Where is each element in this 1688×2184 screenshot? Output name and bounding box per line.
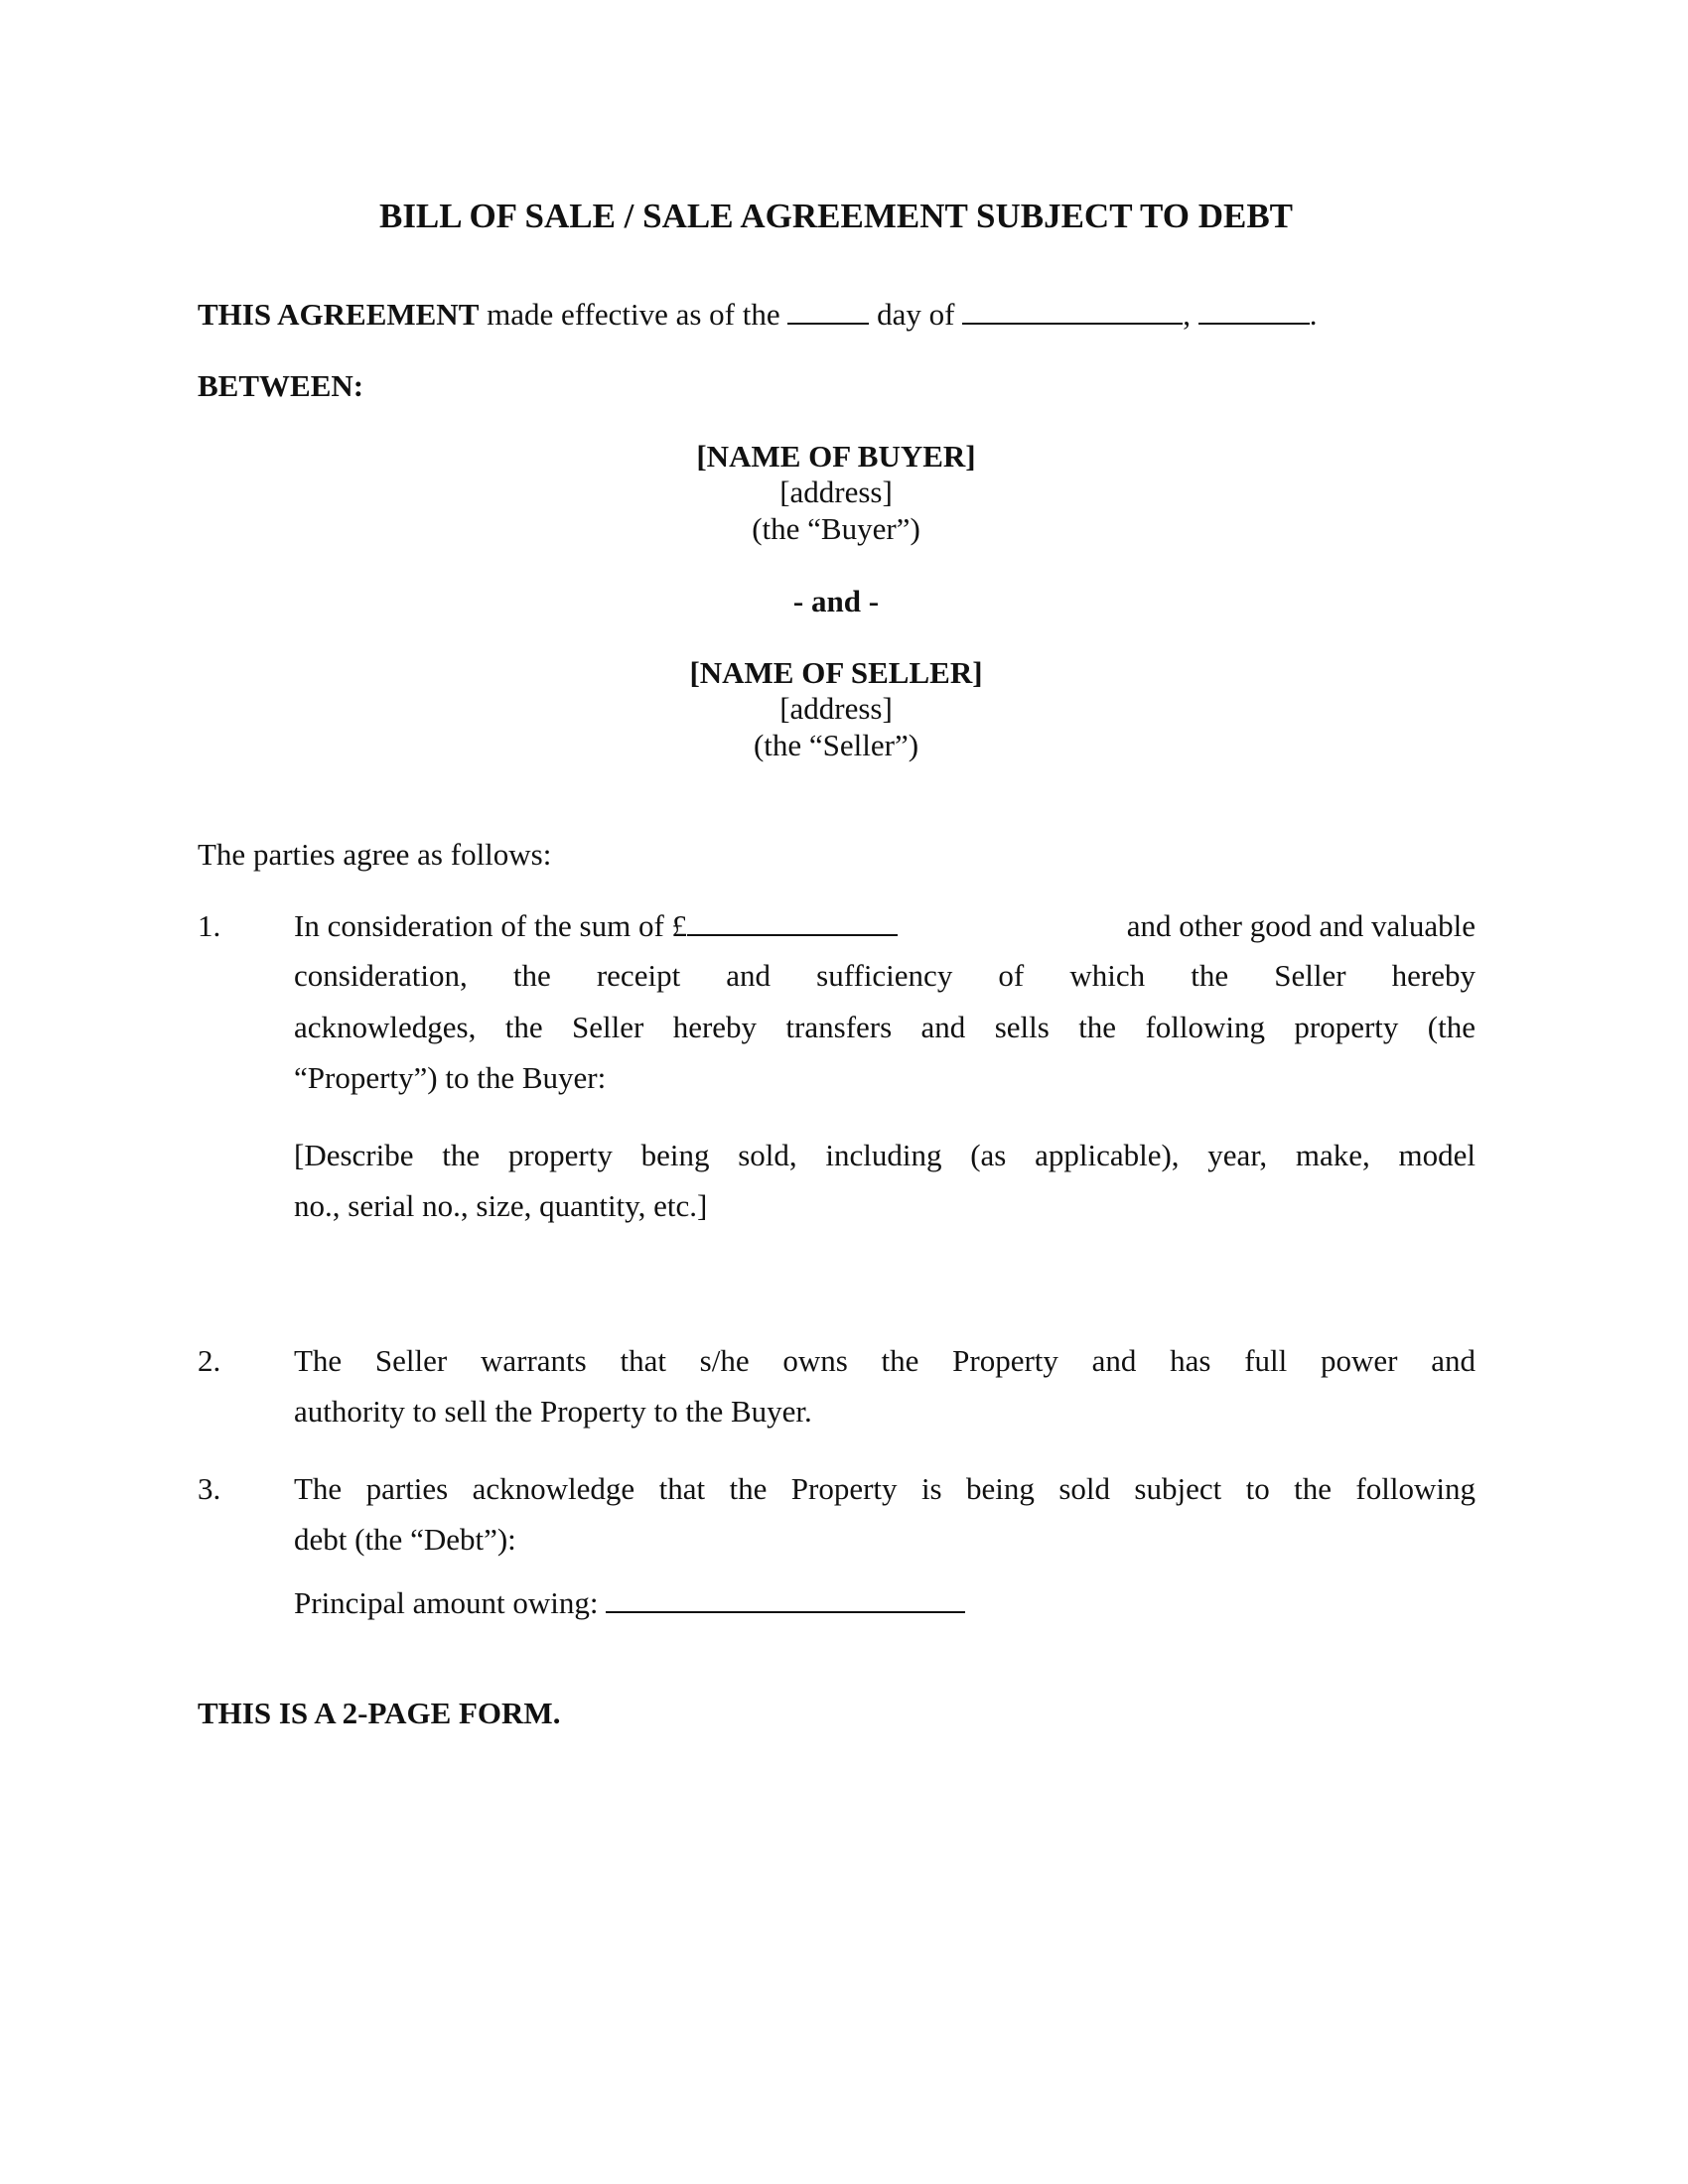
intro-text: , (1183, 297, 1198, 332)
sum-blank[interactable] (687, 906, 898, 936)
clause-number: 1. (198, 908, 221, 943)
intro-text: . (1309, 297, 1318, 332)
seller-address: [address] (779, 691, 893, 726)
clause-line: authority to sell the Property to the Buyer. (294, 1394, 812, 1429)
clause-line: acknowledges, the Seller hereby transfers and sells the following property (the (294, 1010, 1476, 1044)
clause-text: In consideration of the sum of £ (294, 908, 688, 943)
year-blank[interactable] (1198, 295, 1310, 325)
clause-line: The Seller warrants that s/he owns the Property and has full power and (294, 1343, 1476, 1378)
document-title: BILL OF SALE / SALE AGREEMENT SUBJECT TO DEBT (378, 197, 1294, 235)
seller-defined: (the “Seller”) (753, 728, 919, 762)
principal-label: Principal amount owing: (294, 1585, 607, 1620)
intro-bold: THIS AGREEMENT (198, 297, 480, 332)
page-count-notice: THIS IS A 2-PAGE FORM. (198, 1696, 561, 1730)
seller-name: [NAME OF SELLER] (689, 655, 983, 690)
intro-text: made effective as of the (479, 297, 788, 332)
clause-line: debt (the “Debt”): (294, 1522, 516, 1557)
clause-line (294, 906, 1476, 946)
principal-blank[interactable] (606, 1583, 965, 1613)
describe-line: no., serial no., size, quantity, etc.] (294, 1188, 708, 1223)
clause-line: consideration, the receipt and sufficiency of which the Seller hereby (294, 958, 1476, 993)
month-blank[interactable] (962, 295, 1183, 325)
clause-line: “Property”) to the Buyer: (294, 1060, 607, 1095)
agree-text: The parties agree as follows: (198, 837, 552, 872)
principal-line (294, 1583, 965, 1623)
describe-line: [Describe the property being sold, including (as applicable), year, make, model (294, 1138, 1476, 1172)
day-blank[interactable] (787, 295, 869, 325)
clause-number: 2. (198, 1343, 221, 1378)
buyer-address: [address] (779, 475, 893, 509)
buyer-defined: (the “Buyer”) (752, 511, 920, 546)
intro-text: day of (869, 297, 963, 332)
clause-number: 3. (198, 1471, 221, 1506)
between-label: BETWEEN: (198, 368, 364, 403)
clause-line: The parties acknowledge that the Property is being sold subject to the following (294, 1471, 1476, 1506)
buyer-name: [NAME OF BUYER] (696, 439, 976, 474)
clause-text: and other good and valuable (1119, 908, 1476, 943)
intro-line (198, 295, 1317, 335)
and-separator: - and - (792, 584, 880, 618)
